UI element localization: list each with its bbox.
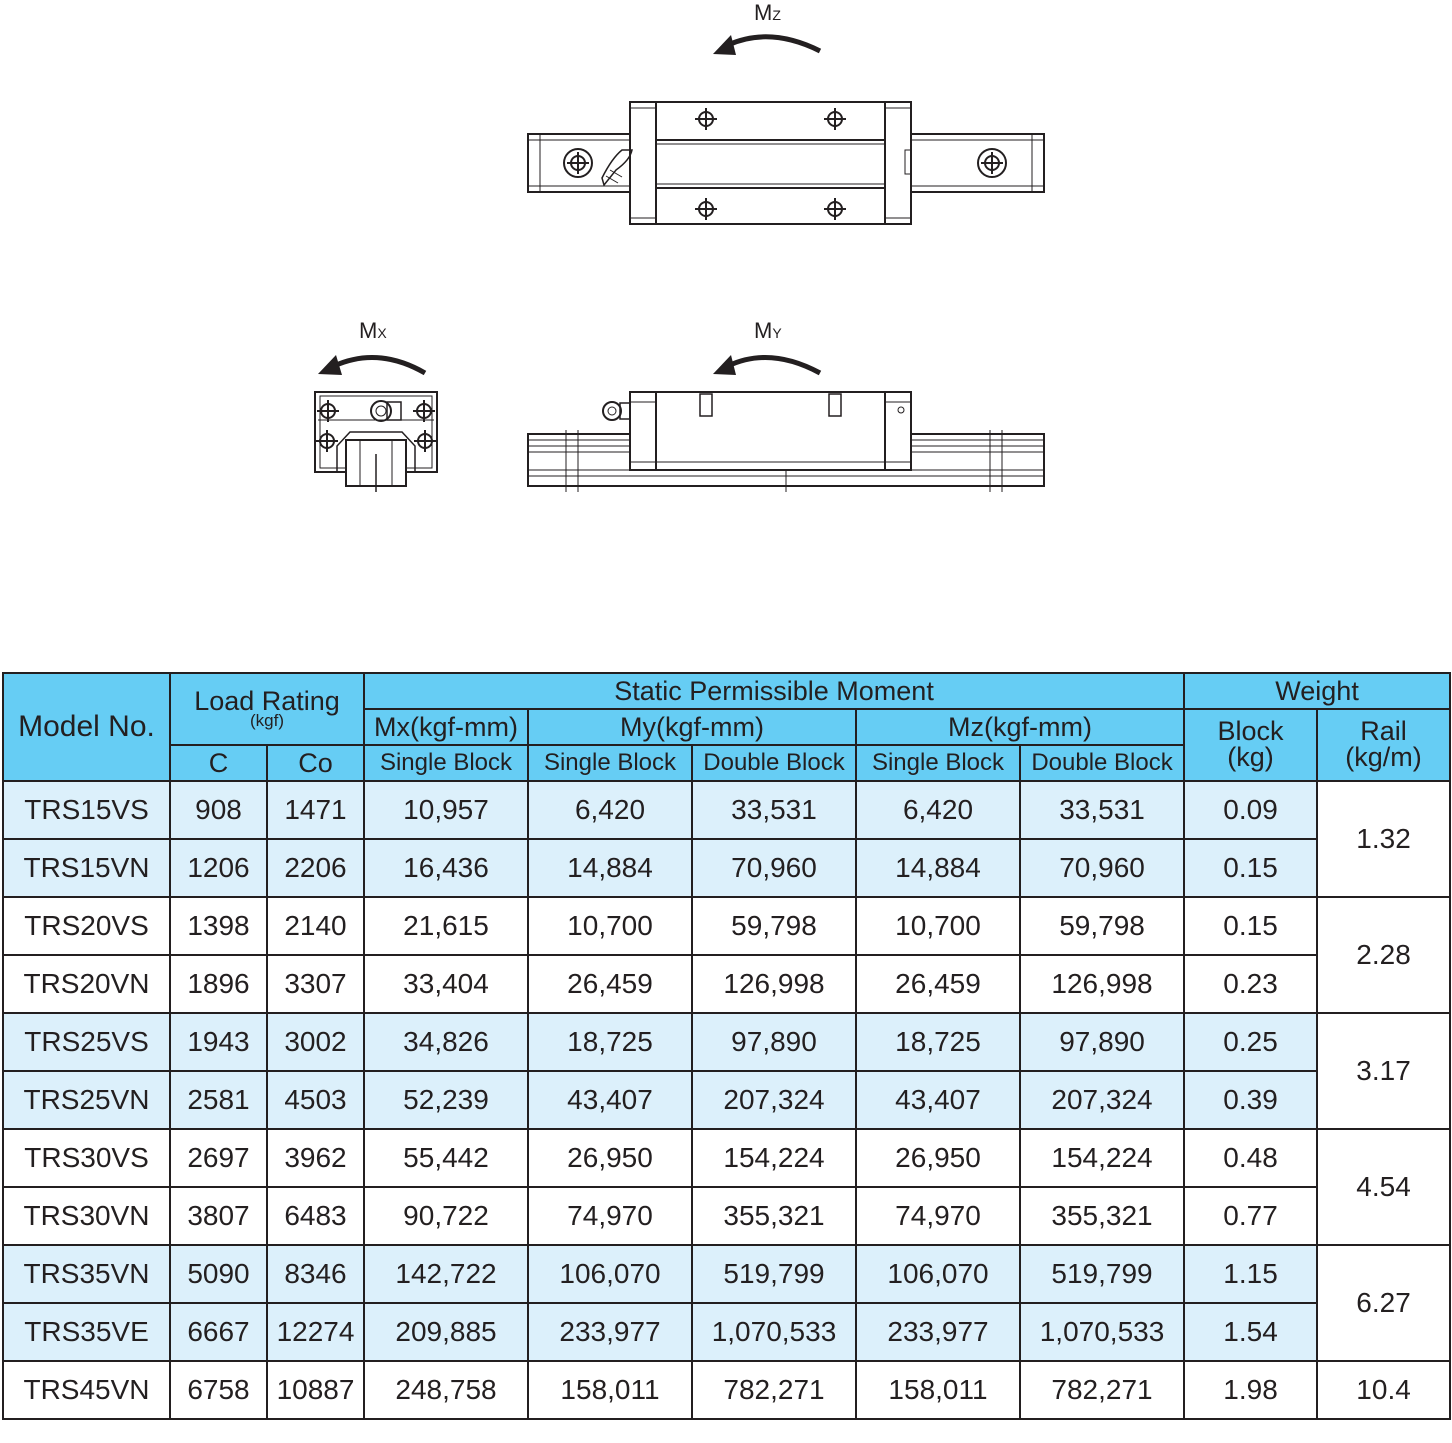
cell-my-single: 43,407 [528, 1071, 692, 1129]
cell-co: 6483 [267, 1187, 364, 1245]
cell-my-double: 1,070,533 [692, 1303, 856, 1361]
header-rail-unit: (kg/m) [1345, 742, 1422, 772]
cell-c: 6667 [170, 1303, 267, 1361]
cell-co: 3307 [267, 955, 364, 1013]
cell-c: 6758 [170, 1361, 267, 1419]
table-row [3, 781, 1450, 839]
header-rail-label: Rail [1360, 716, 1407, 747]
cell-mz-single: 233,977 [856, 1303, 1020, 1361]
cell-model: TRS30VS [3, 1129, 170, 1187]
cell-block-weight: 1.54 [1184, 1303, 1317, 1361]
table-row [3, 1187, 1450, 1245]
cell-mz-double: 1,070,533 [1020, 1303, 1184, 1361]
cell-model: TRS45VN [3, 1361, 170, 1419]
cell-my-double: 33,531 [692, 781, 856, 839]
cell-mz-single: 43,407 [856, 1071, 1020, 1129]
my-label-main: M [754, 318, 773, 343]
table-body [3, 781, 1450, 1419]
mz-label [754, 2, 781, 24]
my-rotation-arrow-icon [713, 355, 820, 375]
cell-rail-weight: 1.32 [1317, 781, 1450, 897]
cell-block-weight: 1.98 [1184, 1361, 1317, 1419]
cell-my-single: 74,970 [528, 1187, 692, 1245]
cell-c: 1943 [170, 1013, 267, 1071]
table-row [3, 1361, 1450, 1419]
cell-block-weight: 0.25 [1184, 1013, 1317, 1071]
cell-co: 3962 [267, 1129, 364, 1187]
header-load-rating [170, 673, 364, 745]
cell-model: TRS25VS [3, 1013, 170, 1071]
cell-c: 3807 [170, 1187, 267, 1245]
my-label-sub: Y [772, 325, 782, 341]
cell-co: 8346 [267, 1245, 364, 1303]
table-row [3, 955, 1450, 1013]
table-row [3, 897, 1450, 955]
cell-mx: 16,436 [364, 839, 528, 897]
cell-c: 1206 [170, 839, 267, 897]
cell-rail-weight: 6.27 [1317, 1245, 1450, 1361]
header-mz: Mz(kgf-mm) [856, 709, 1184, 745]
cell-block-weight: 0.23 [1184, 955, 1317, 1013]
cell-mz-single: 10,700 [856, 897, 1020, 955]
header-model-no: Model No. [3, 673, 170, 781]
cell-rail-weight: 2.28 [1317, 897, 1450, 1013]
top-view-drawing [528, 102, 1044, 224]
cell-mz-double: 207,324 [1020, 1071, 1184, 1129]
cell-c: 1896 [170, 955, 267, 1013]
specification-table [2, 672, 1451, 1420]
cell-c: 908 [170, 781, 267, 839]
cell-my-double: 126,998 [692, 955, 856, 1013]
header-rail [1317, 709, 1450, 781]
cell-mz-double: 33,531 [1020, 781, 1184, 839]
cell-model: TRS20VN [3, 955, 170, 1013]
cell-mz-double: 70,960 [1020, 839, 1184, 897]
header-load-rating-label: Load Rating [194, 685, 340, 716]
cell-model: TRS15VN [3, 839, 170, 897]
mx-label [359, 320, 387, 342]
cell-block-weight: 0.39 [1184, 1071, 1317, 1129]
header-my-single-block: Single Block [528, 745, 692, 781]
cell-my-single: 10,700 [528, 897, 692, 955]
cell-mx: 33,404 [364, 955, 528, 1013]
cell-my-double: 97,890 [692, 1013, 856, 1071]
cell-mz-double: 154,224 [1020, 1129, 1184, 1187]
my-label [754, 320, 782, 342]
cell-rail-weight: 10.4 [1317, 1361, 1450, 1419]
cell-mz-double: 782,271 [1020, 1361, 1184, 1419]
header-static-moment: Static Permissible Moment [364, 673, 1184, 709]
cell-mx: 90,722 [364, 1187, 528, 1245]
header-weight: Weight [1184, 673, 1450, 709]
header-co: Co [267, 745, 364, 781]
cell-block-weight: 0.15 [1184, 897, 1317, 955]
cell-my-single: 18,725 [528, 1013, 692, 1071]
cell-my-single: 106,070 [528, 1245, 692, 1303]
cell-my-double: 207,324 [692, 1071, 856, 1129]
cell-block-weight: 0.15 [1184, 839, 1317, 897]
cell-co: 4503 [267, 1071, 364, 1129]
cell-my-double: 519,799 [692, 1245, 856, 1303]
cell-mz-single: 158,011 [856, 1361, 1020, 1419]
header-my-double-block: Double Block [692, 745, 856, 781]
cell-rail-weight: 4.54 [1317, 1129, 1450, 1245]
cell-my-double: 355,321 [692, 1187, 856, 1245]
header-mz-double-block: Double Block [1020, 745, 1184, 781]
cell-mx: 10,957 [364, 781, 528, 839]
cell-mx: 52,239 [364, 1071, 528, 1129]
cell-mz-double: 59,798 [1020, 897, 1184, 955]
header-block [1184, 709, 1317, 781]
mz-rotation-arrow-icon [713, 35, 820, 55]
cell-c: 2697 [170, 1129, 267, 1187]
cell-my-single: 6,420 [528, 781, 692, 839]
table-row [3, 1303, 1450, 1361]
header-mx-single-block: Single Block [364, 745, 528, 781]
cell-mz-single: 18,725 [856, 1013, 1020, 1071]
cell-my-single: 233,977 [528, 1303, 692, 1361]
cell-my-single: 158,011 [528, 1361, 692, 1419]
cell-mz-double: 519,799 [1020, 1245, 1184, 1303]
cell-my-single: 26,459 [528, 955, 692, 1013]
header-my: My(kgf-mm) [528, 709, 856, 745]
table-row [3, 1013, 1450, 1071]
cell-block-weight: 0.48 [1184, 1129, 1317, 1187]
table-row [3, 1245, 1450, 1303]
cell-co: 12274 [267, 1303, 364, 1361]
cell-model: TRS30VN [3, 1187, 170, 1245]
table-row [3, 1129, 1450, 1187]
mx-label-sub: X [377, 325, 387, 341]
table-row [3, 839, 1450, 897]
cell-co: 10887 [267, 1361, 364, 1419]
cell-mz-double: 355,321 [1020, 1187, 1184, 1245]
cell-my-single: 26,950 [528, 1129, 692, 1187]
table-header [3, 673, 1450, 781]
cell-rail-weight: 3.17 [1317, 1013, 1450, 1129]
cell-co: 2206 [267, 839, 364, 897]
cell-model: TRS20VS [3, 897, 170, 955]
cell-mx: 55,442 [364, 1129, 528, 1187]
cell-block-weight: 0.77 [1184, 1187, 1317, 1245]
table-row [3, 1071, 1450, 1129]
mz-label-sub: Z [772, 7, 781, 23]
header-block-label: Block [1217, 716, 1284, 747]
cell-my-double: 70,960 [692, 839, 856, 897]
cell-mz-single: 14,884 [856, 839, 1020, 897]
cell-model: TRS25VN [3, 1071, 170, 1129]
mx-label-main: M [359, 318, 378, 343]
cell-mz-double: 97,890 [1020, 1013, 1184, 1071]
cell-my-double: 154,224 [692, 1129, 856, 1187]
cell-c: 2581 [170, 1071, 267, 1129]
mx-rotation-arrow-icon [318, 355, 425, 375]
cell-mx: 34,826 [364, 1013, 528, 1071]
header-block-unit: (kg) [1227, 742, 1274, 772]
cell-my-double: 59,798 [692, 897, 856, 955]
cell-model: TRS35VN [3, 1245, 170, 1303]
side-view-drawing [528, 392, 1044, 492]
cell-mx: 248,758 [364, 1361, 528, 1419]
cell-mz-single: 26,459 [856, 955, 1020, 1013]
cell-co: 2140 [267, 897, 364, 955]
cell-mx: 142,722 [364, 1245, 528, 1303]
cell-c: 5090 [170, 1245, 267, 1303]
cell-mz-single: 26,950 [856, 1129, 1020, 1187]
cell-block-weight: 0.09 [1184, 781, 1317, 839]
cell-my-single: 14,884 [528, 839, 692, 897]
cell-model: TRS15VS [3, 781, 170, 839]
cell-mz-single: 106,070 [856, 1245, 1020, 1303]
cell-c: 1398 [170, 897, 267, 955]
cell-mz-double: 126,998 [1020, 955, 1184, 1013]
mz-label-main: M [754, 0, 773, 25]
cell-my-double: 782,271 [692, 1361, 856, 1419]
header-c: C [170, 745, 267, 781]
cell-mz-single: 74,970 [856, 1187, 1020, 1245]
cell-co: 3002 [267, 1013, 364, 1071]
header-mx: Mx(kgf-mm) [364, 709, 528, 745]
header-load-rating-unit: (kgf) [250, 711, 284, 731]
moment-diagrams [0, 0, 1452, 600]
cell-co: 1471 [267, 781, 364, 839]
cell-model: TRS35VE [3, 1303, 170, 1361]
cell-mx: 21,615 [364, 897, 528, 955]
cell-block-weight: 1.15 [1184, 1245, 1317, 1303]
cell-mx: 209,885 [364, 1303, 528, 1361]
cell-mz-single: 6,420 [856, 781, 1020, 839]
header-mz-single-block: Single Block [856, 745, 1020, 781]
